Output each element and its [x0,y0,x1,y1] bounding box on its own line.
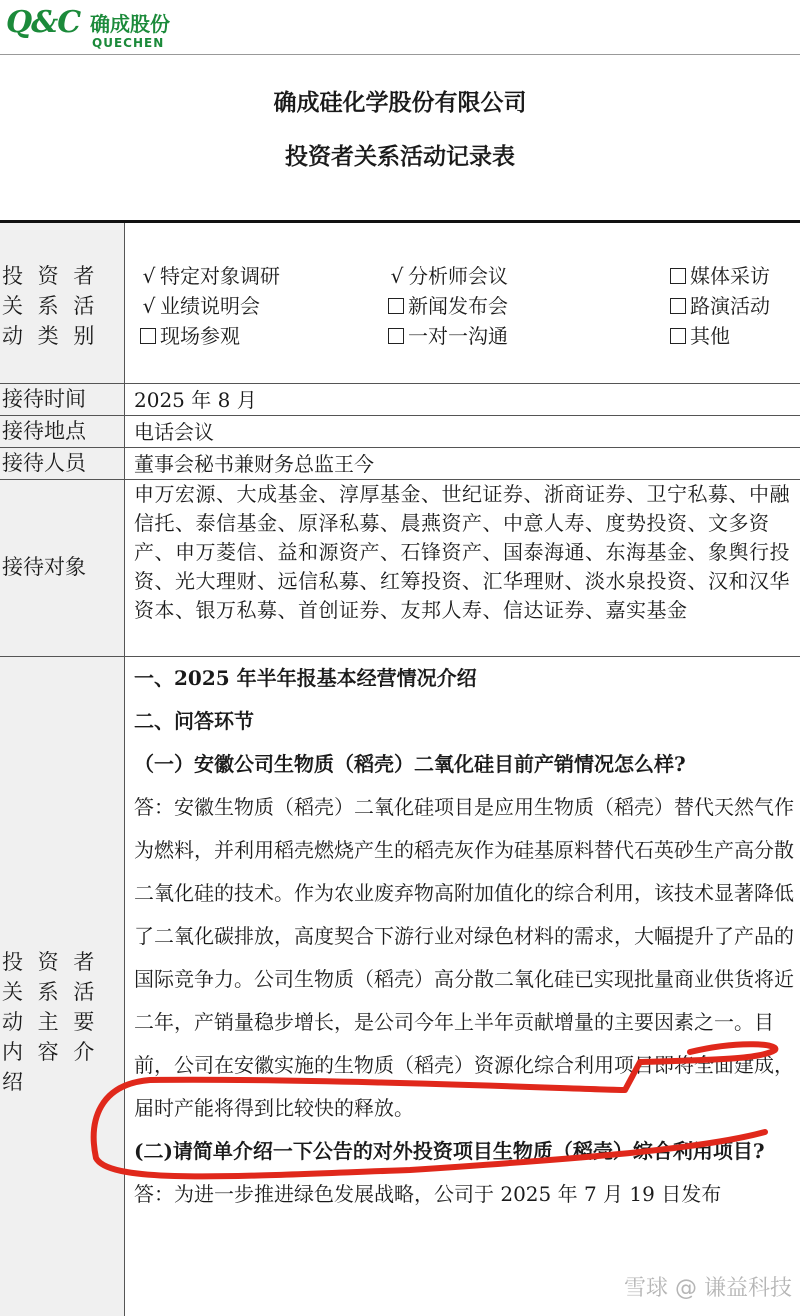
reception-staff-label-cell [0,448,125,479]
visitors-value: 申万宏源、大成基金、淳厚基金、世纪证券、浙商证券、卫宁私募、中融信托、泰信基金、原泽私募、晨燕资产、中意人寿、度势投资、文多资产、申万菱信、益和源资产、石锋资产、国泰海通、东海基金、象舆行投资、光大理财、远信私募、红筹投资、汇华理财、淡水泉投资、汉和汉华资本、银万私募、首创证券、友邦人寿、信达证券、嘉实基金 [134,482,790,622]
reception-place-label-cell [0,416,125,447]
option-other: 其他 [668,321,730,351]
visitors-row [0,480,800,657]
main-content-label: 投 资 者 关 系 活 动 主 要 内 容 介 绍 [2,950,99,1094]
option-analyst-meeting: √ 分析师会议 [386,261,508,291]
option-earnings-call: √ 业绩说明会 [138,291,260,321]
section-heading-2: 二、问答环节 [134,709,254,733]
option-special-research: √ 特定对象调研 [138,261,280,291]
visitors-label: 接待对象 [2,555,86,579]
form-title: 投资者关系活动记录表 [285,143,515,170]
main-content-row [0,657,800,1316]
checkbox-empty-icon [670,268,686,284]
reception-time-label: 接待时间 [2,387,86,411]
watermark: 雪球 @ 谦益科技 [624,1276,792,1301]
activity-type-label: 投 资 者 关 系 活 动 类 别 [2,264,99,348]
checkbox-empty-icon [140,328,156,344]
question-2: (二)请简单介绍一下公告的对外投资项目生物质（稻壳）综合利用项目? [134,1139,765,1163]
reception-place-row [0,416,800,448]
reception-time-value: 2025 年 8 月 [134,388,257,412]
checkbox-empty-icon [670,328,686,344]
visitors-label-cell [0,480,125,656]
logo-english-name: QUECHEN [92,36,165,50]
option-site-visit: 现场参观 [138,321,240,351]
company-title: 确成硅化学股份有限公司 [273,89,527,116]
main-content-label-cell [0,657,125,1316]
question-1: （一）安徽公司生物质（稻壳）二氧化硅目前产销情况怎么样? [134,752,686,776]
answer-1: 答：安徽生物质（稻壳）二氧化硅项目是应用生物质（稻壳）替代天然气作为燃料，并利用稻壳燃烧产生的稻壳灰作为硅基原料替代石英砂生产高分散二氧化硅的技术。作为农业废弃物高附加值化的综合利用，该技术显著降低了二氧化碳排放，高度契合下游行业对绿色材料的需求，大幅提升了产品的国际竞争力。公司生物质（稻壳）高分散二氧化硅已实现批量商业供货将近二年，产销量稳步增长，是公司今年上半年贡献增量的主要因素之一。目前，公司在安徽实施的生物质（稻壳）资源化综合利用项目即将全面建成，届时产能将得到比较快的释放。 [134,795,794,1120]
option-one-on-one: 一对一沟通 [386,321,508,351]
checkbox-empty-icon [388,328,404,344]
header-divider [0,54,800,55]
activity-type-row [0,223,800,384]
reception-staff-row [0,448,800,480]
answer-2: 答：为进一步推进绿色发展战略，公司于 2025 年 7 月 19 日发布 [134,1182,722,1206]
reception-place-value: 电话会议 [134,420,214,444]
company-logo [6,6,176,52]
activity-type-label-cell [0,223,125,383]
reception-time-label-cell [0,384,125,415]
checkbox-empty-icon [388,298,404,314]
reception-time-row [0,384,800,416]
logo-mark: Q&C [6,5,81,40]
option-media-interview: 媒体采访 [668,261,770,291]
logo-chinese-name: 确成股份 [90,12,170,36]
checkbox-empty-icon [670,298,686,314]
section-heading-1: 一、2025 年半年报基本经营情况介绍 [134,666,477,690]
reception-staff-label: 接待人员 [2,451,86,475]
check-mark-icon: √ [142,294,156,318]
reception-staff-value: 董事会秘书兼财务总监王今 [134,452,374,476]
option-press-conference: 新闻发布会 [386,291,508,321]
check-mark-icon: √ [142,264,156,288]
main-content-body [134,657,796,1216]
check-mark-icon: √ [390,264,404,288]
reception-place-label: 接待地点 [2,419,86,443]
option-roadshow: 路演活动 [668,291,770,321]
